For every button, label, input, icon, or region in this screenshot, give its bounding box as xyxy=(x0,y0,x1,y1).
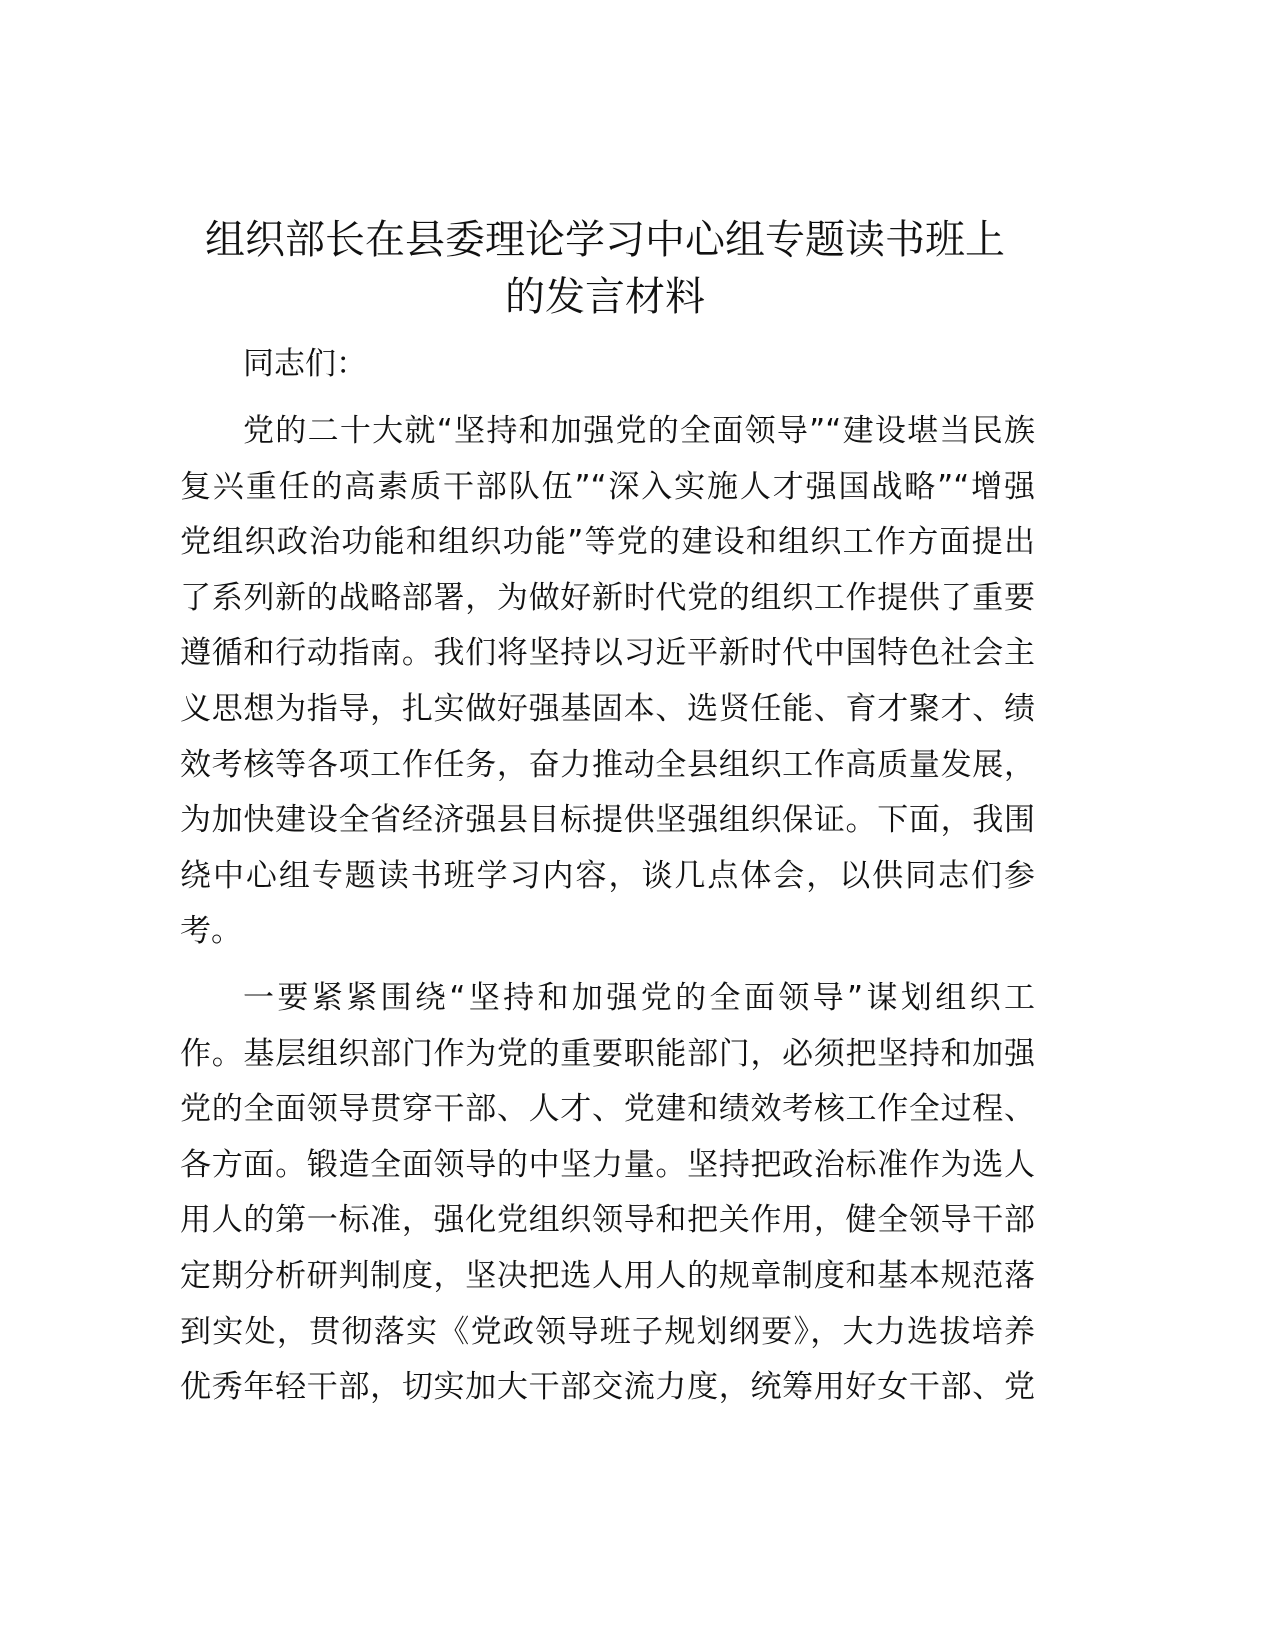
paragraph-line: 遵循和行动指南。我们将坚持以习近平新时代中国特色社会主 xyxy=(180,635,1035,672)
paragraph-line: 复兴重任的高素质干部队伍”“深入实施人才强国战略”“增强 xyxy=(180,468,1035,505)
paragraph-line: 一要紧紧围绕“坚持和加强党的全面领导”谋划组织工 xyxy=(243,980,1035,1016)
paragraph-line: 了系列新的战略部署，为做好新时代党的组织工作提供了重要 xyxy=(180,579,1035,616)
paragraph-line: 党组织政治功能和组织功能”等党的建设和组织工作方面提出 xyxy=(180,524,1035,561)
paragraph-line: 党的全面领导贯穿干部、人才、党建和绩效考核工作全过程、 xyxy=(180,1091,1035,1128)
paragraph-line: 义思想为指导，扎实做好强基固本、选贤任能、育才聚才、绩 xyxy=(180,690,1035,727)
paragraph-line: 绕中心组专题读书班学习内容，谈几点体会，以供同志们参 xyxy=(180,857,1035,894)
paragraph-point-one xyxy=(180,971,1035,1416)
paragraph-line: 用人的第一标准，强化党组织领导和把关作用，健全领导干部 xyxy=(180,1202,1035,1239)
paragraph-line: 为加快建设全省经济强县目标提供坚强组织保证。下面，我围 xyxy=(180,802,1035,839)
paragraph-line: 定期分析研判制度，坚决把选人用人的规章制度和基本规范落 xyxy=(180,1257,1035,1294)
paragraph-line: 作。基层组织部门作为党的重要职能部门，必须把坚持和加强 xyxy=(180,1035,1035,1072)
paragraph-line: 考。 xyxy=(180,913,242,950)
paragraph-line: 优秀年轻干部，切实加大干部交流力度，统筹用好女干部、党 xyxy=(180,1369,1035,1406)
document-title-line-2: 的发言材料 xyxy=(505,274,705,320)
paragraph-line: 各方面。锻造全面领导的中坚力量。坚持把政治标准作为选人 xyxy=(180,1146,1035,1183)
paragraph-intro xyxy=(180,404,1035,960)
greeting-text: 同志们： xyxy=(243,346,367,382)
paragraph-line: 效考核等各项工作任务，奋力推动全县组织工作高质量发展， xyxy=(180,746,1035,783)
document-title-line-1: 组织部长在县委理论学习中心组专题读书班上 xyxy=(205,217,1005,263)
paragraph-line: 到实处，贯彻落实《党政领导班子规划纲要》，大力选拔培养 xyxy=(180,1313,1035,1350)
greeting xyxy=(180,337,1035,393)
paragraph-line: 党的二十大就“坚持和加强党的全面领导”“建设堪当民族 xyxy=(243,413,1035,449)
